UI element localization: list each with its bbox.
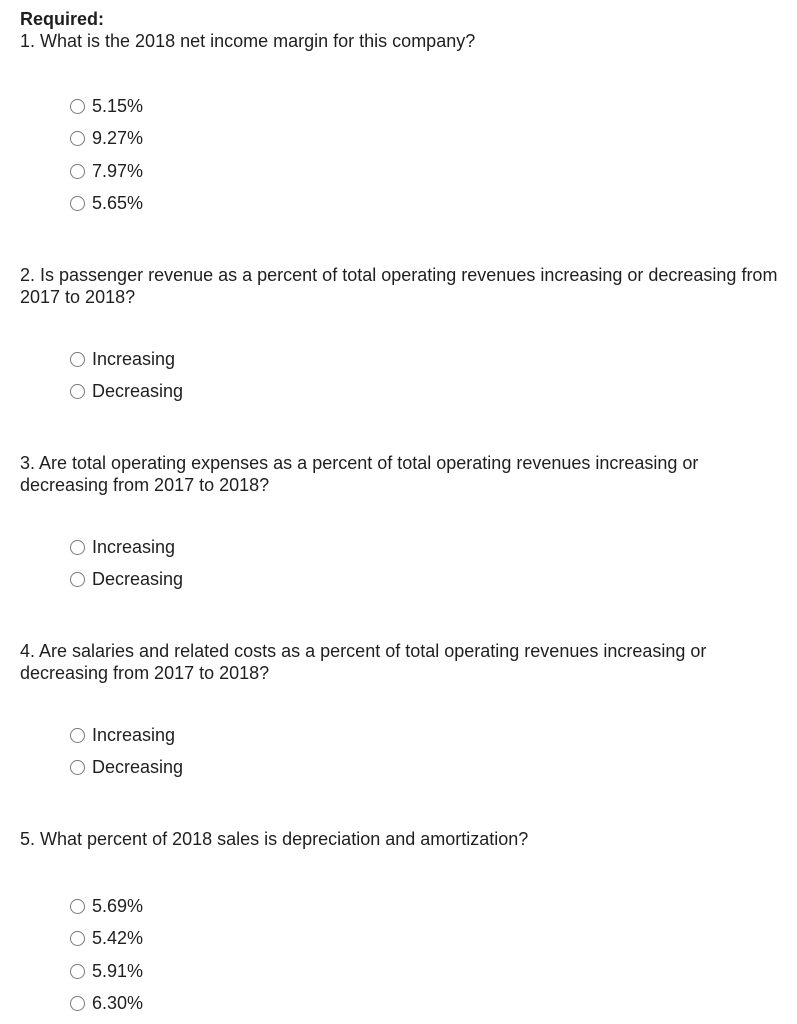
radio-button[interactable] — [70, 728, 85, 743]
radio-button[interactable] — [70, 99, 85, 114]
question-5-text: 5. What percent of 2018 sales is depreciation and amortization? — [20, 829, 529, 849]
question-3 — [20, 452, 790, 596]
option-label[interactable]: Increasing — [92, 348, 176, 369]
radio-button[interactable] — [70, 931, 85, 946]
option-label[interactable]: Increasing — [92, 724, 176, 745]
option-item[interactable] — [70, 923, 790, 956]
radio-button[interactable] — [70, 572, 85, 587]
option-label[interactable]: 5.42% — [92, 928, 144, 949]
option-label[interactable]: 5.69% — [92, 895, 144, 916]
radio-button[interactable] — [70, 540, 85, 555]
option-label[interactable]: 5.91% — [92, 960, 144, 981]
question-1-text: 1. What is the 2018 net income margin for this company? — [20, 31, 476, 51]
question-1-options — [20, 90, 790, 220]
radio-button[interactable] — [70, 996, 85, 1011]
option-item[interactable] — [70, 531, 790, 564]
option-item[interactable] — [70, 890, 790, 923]
question-5-options — [20, 890, 790, 1020]
question-4 — [20, 640, 790, 784]
option-label[interactable]: 5.65% — [92, 193, 144, 214]
quiz-page — [20, 8, 790, 1020]
question-2 — [20, 264, 790, 408]
radio-button[interactable] — [70, 352, 85, 367]
question-4-text: 4. Are salaries and related costs as a percent of total operating revenues increasing or decreasing from 2017 to 2018? — [20, 641, 707, 683]
question-1 — [20, 30, 790, 220]
required-heading: Required: — [20, 9, 105, 29]
option-label[interactable]: Decreasing — [92, 569, 184, 590]
radio-button[interactable] — [70, 964, 85, 979]
option-label[interactable]: 9.27% — [92, 128, 144, 149]
option-item[interactable] — [70, 376, 790, 409]
option-label[interactable]: Increasing — [92, 536, 176, 557]
question-2-text: 2. Is passenger revenue as a percent of total operating revenues increasing or decreasing from 2017 to 2018? — [20, 265, 778, 307]
option-item[interactable] — [70, 155, 790, 188]
question-3-options — [20, 531, 790, 596]
option-label[interactable]: 7.97% — [92, 160, 144, 181]
option-label[interactable]: Decreasing — [92, 757, 184, 778]
question-4-options — [20, 719, 790, 784]
radio-button[interactable] — [70, 131, 85, 146]
option-item[interactable] — [70, 343, 790, 376]
question-3-text: 3. Are total operating expenses as a percent of total operating revenues increasing or decreasing from 2017 to 2018? — [20, 453, 699, 495]
option-item[interactable] — [70, 123, 790, 156]
option-label[interactable]: 5.15% — [92, 95, 144, 116]
radio-button[interactable] — [70, 164, 85, 179]
option-item[interactable] — [70, 564, 790, 597]
radio-button[interactable] — [70, 384, 85, 399]
option-item[interactable] — [70, 188, 790, 221]
option-item[interactable] — [70, 719, 790, 752]
option-item[interactable] — [70, 752, 790, 785]
radio-button[interactable] — [70, 760, 85, 775]
option-item[interactable] — [70, 988, 790, 1021]
question-5 — [20, 828, 790, 1020]
option-label[interactable]: Decreasing — [92, 381, 184, 402]
question-2-options — [20, 343, 790, 408]
option-item[interactable] — [70, 90, 790, 123]
radio-button[interactable] — [70, 196, 85, 211]
option-item[interactable] — [70, 955, 790, 988]
option-label[interactable]: 6.30% — [92, 993, 144, 1014]
radio-button[interactable] — [70, 899, 85, 914]
